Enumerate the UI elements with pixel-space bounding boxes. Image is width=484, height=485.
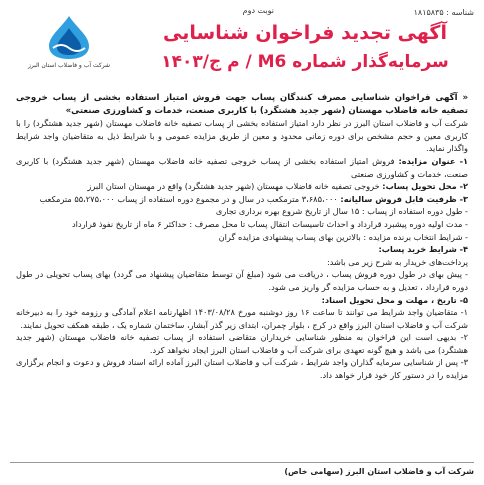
ad-title-line-1: آگهی تجدید فراخوان شناسایی [163, 22, 447, 44]
footer-company: شرکت آب و فاضلاب استان البرز (سهامی خاص) [284, 466, 474, 476]
intro-paragraph: شرکت آب و فاضلاب استان البرز در نظر دارد امتیاز استفاده بخشی از پساب تصفیه خانه فاضلاب مهستان (شهر جدید هشتگرد) را با کاربری معین و حجم مشخص برای دوره زمانی محدود و معین از طریق مزایده عمومی و با شرایط ذیل به متقاضیان واجد شرایط واگذار نماید. [16, 118, 468, 154]
bullet-2: - مدت اولیه دوره پیشبرد قرارداد و احداث تاسیسات انتقال پساب تا محل مصرف : حداکثر ۶ ماه از تاریخ نفوذ قرارداد [72, 218, 468, 229]
ad-body [16, 92, 468, 382]
section-5-item-1: ۱- متقاضیان واجد شرایط می توانند تا ساعت ۱۶ روز دوشنبه مورخ ۱۴۰۳/۰۸/۲۸ اظهارنامه اعلام آمادگی و رزومه خود را به دبیرخانه شرکت آب و فاضلاب استان البرز واقع در کرج ، بلوار چمران، ابتدای زیر گذر آبشار، ساختمان شماره یک ، طبقه همکف تحویل نمایند. [16, 307, 469, 330]
logo-caption: شرکت آب و فاضلاب استان البرز [27, 62, 111, 69]
company-logo [14, 14, 124, 78]
publication-round: نوبت دوم [242, 6, 274, 15]
section-4-text-2: - پیش بهای در طول دوره فروش پساب ، دریافت می شود (مبلغ آن توسط متقاضیان پیشنهاد می گردد) بهای پساب تحویلی در طول دوره قرارداد ، تعدیل و به حساب مزایده گر واریز می شود. [16, 269, 468, 292]
water-drop-icon [39, 14, 99, 60]
section-3: ۳- ظرفیت قابل فروش سالیانه: ۳،۶۸۵،۰۰۰ مترمکعب در سال و در مجموع دوره استفاده از پساب ۵۵،۲۷۵،۰۰۰ مترمکعب [39, 193, 468, 204]
section-4-text-1: پرداخت‌های خریدار به شرح زیر می باشد: [326, 256, 468, 267]
section-5-item-2: ۲- بدیهی است این فراخوان به منظور شناسایی خریداران متقاضی استفاده از پساب تصفیه خانه فاضلاب مهستان (شهر جدید هشتگرد) می باشد و هیچ گونه تعهدی برای شرکت آب و فاضلاب استان البرز ایجاد نخواهد کرد. [16, 332, 468, 355]
ad-title-line-2: سرمایه‌گذار شماره M6 / م ج/۱۴۰۳ [161, 52, 449, 72]
section-4-title: ۴- شرایط خرید پساب: [378, 244, 468, 255]
section-5-item-3: ۳- پس از شناسایی سرمایه گذاران واجد شرایط ، شرکت آب و فاضلاب استان البرز آماده ارائه اسناد فروش و دعوت و انجام برگزاری مزایده را در دستور کار خود قرار خواهد داد. [16, 357, 468, 381]
ad-id: شناسه : ۱۸۱۵۸۳۵ [413, 7, 474, 17]
bullet-3: - شرایط انتخاب برنده مزایده : بالاترین بهای پساب پیشنهادی مزایده گران [218, 231, 468, 242]
bullet-1: - طول دوره استفاده از پساب : ۱۵ سال از تاریخ شروع بهره برداری تجاری [215, 206, 468, 217]
section-5-title: ۵- تاریخ ، مهلت و محل تحویل اسناد: [321, 294, 468, 305]
section-1: ۱- عنوان مزایده: فروش امتیاز استفاده بخشی از پساب خروجی تصفیه خانه فاضلاب مهستان (شهر جدید هشتگرد) با کاربری صنعت، خدمات و کشاورزی صنعتی [16, 155, 468, 179]
section-2: ۲- محل تحویل پساب: خروجی تصفیه خانه فاضلاب مهستان (شهر جدید هشتگرد) واقع در مهستان استان البرز [87, 181, 468, 192]
lead-paragraph: « آگهی فراخوان شناسایی مصرف کنندگان پساب جهت فروش امتیاز استفاده بخشی از پساب خروجی تصفیه خانه فاضلاب مهستان (شهر جدید هشتگرد) با کاربری صنعت، خدمات و کشاورزی صنعتی» [16, 93, 468, 116]
ad-footer [10, 462, 474, 479]
